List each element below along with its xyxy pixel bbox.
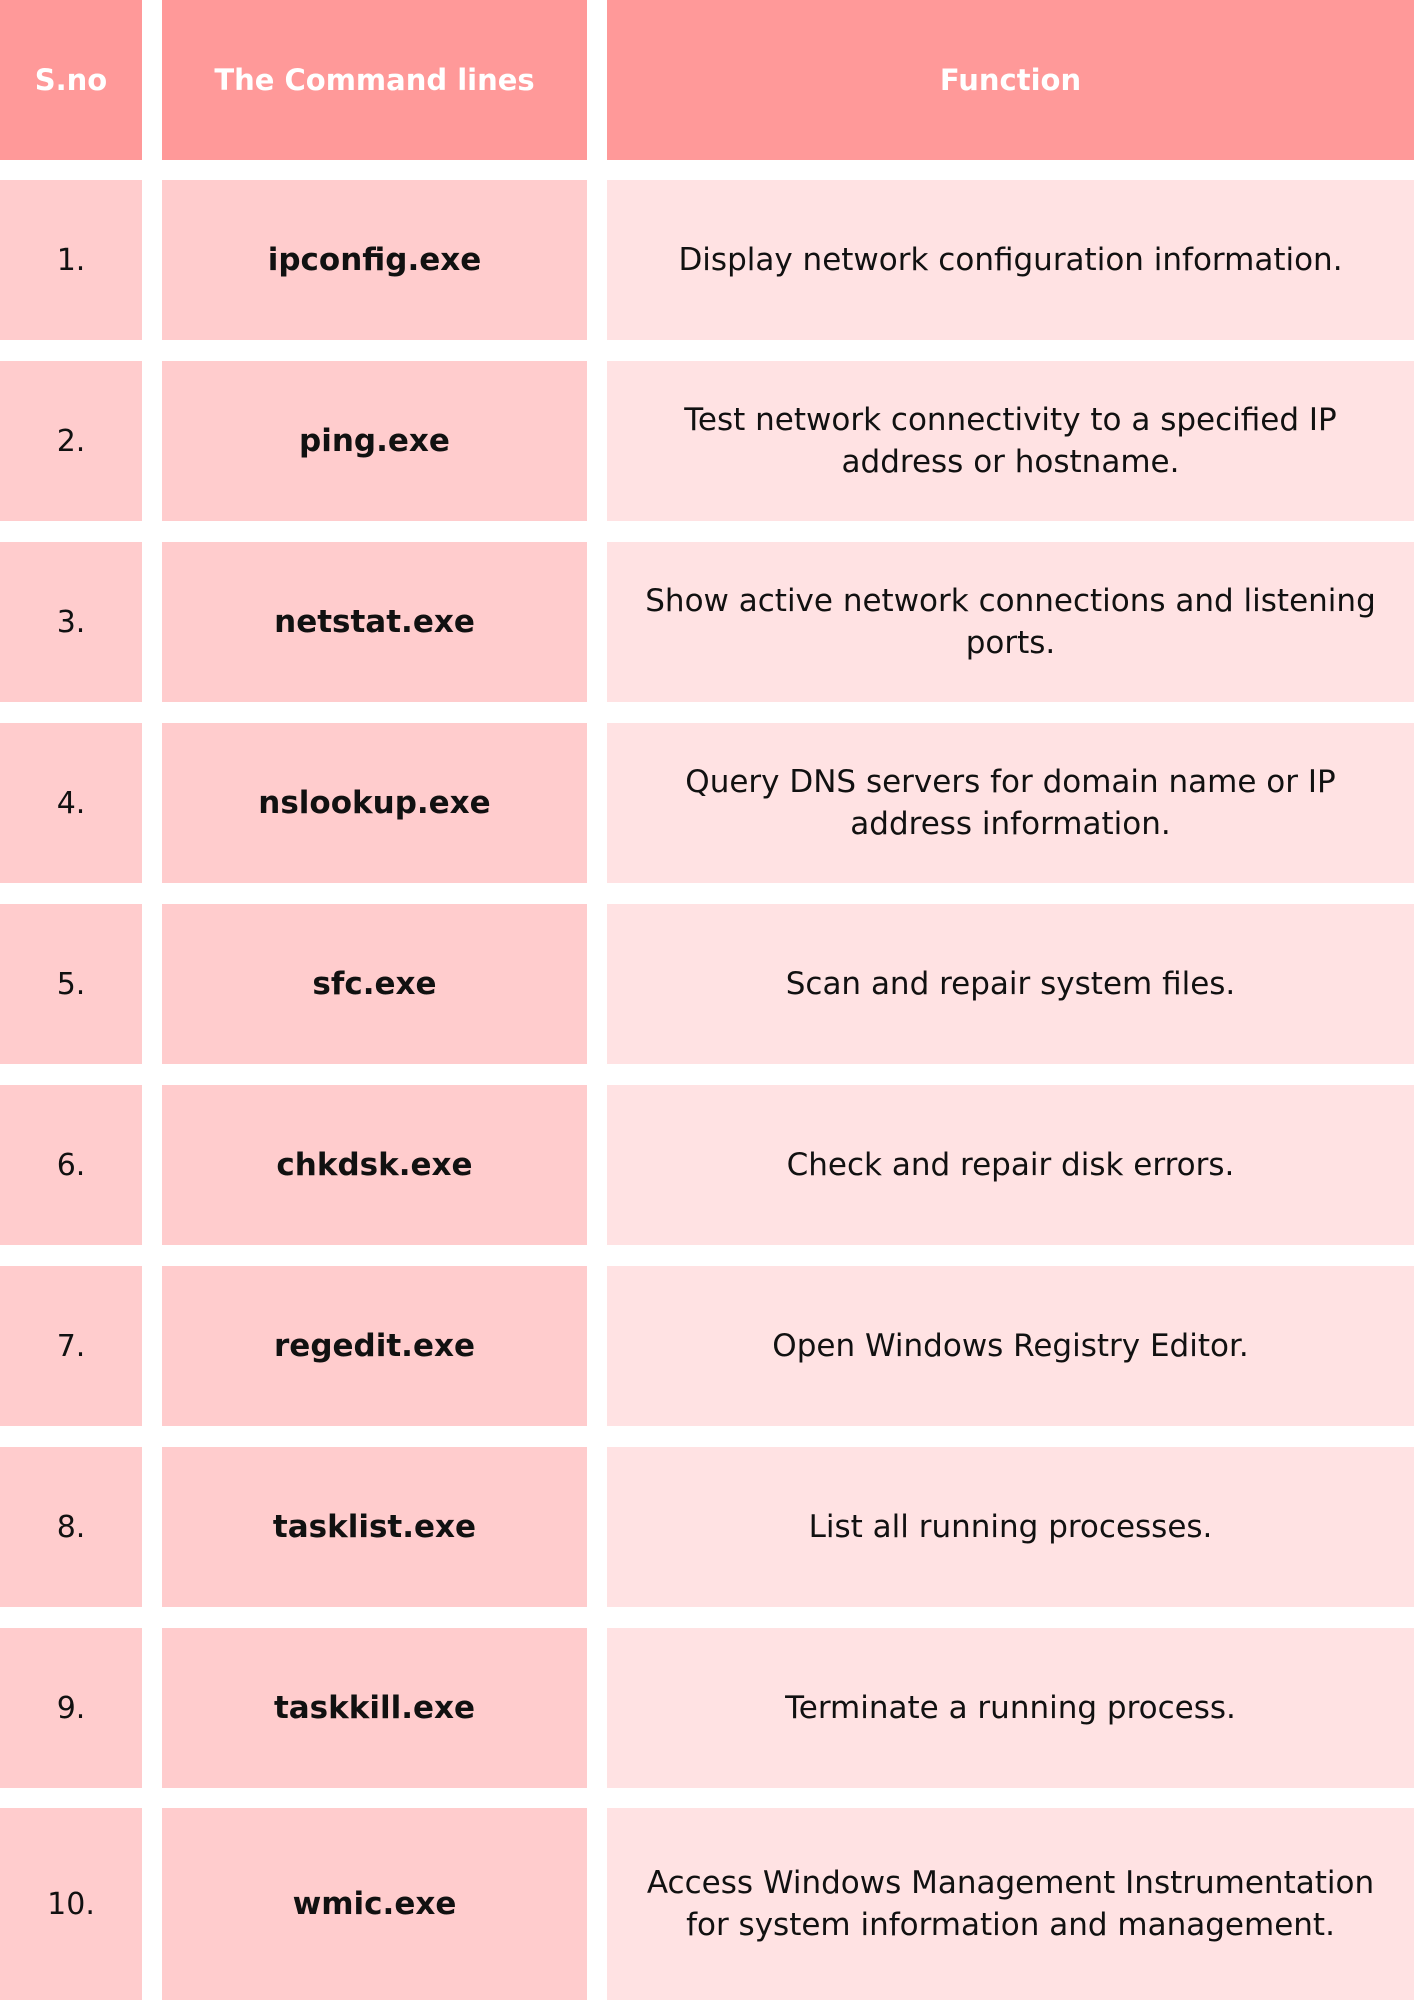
row-command: chkdsk.exe xyxy=(162,1085,587,1245)
header-sno: S.no xyxy=(0,0,142,160)
header-command: The Command lines xyxy=(162,0,587,160)
row-command: sfc.exe xyxy=(162,904,587,1064)
row-function: Test network connectivity to a specified IP address or hostname. xyxy=(607,361,1414,521)
row-function: List all running processes. xyxy=(607,1447,1414,1607)
table-row xyxy=(0,1628,1414,1788)
row-function: Open Windows Registry Editor. xyxy=(607,1266,1414,1426)
row-command: ipconfig.exe xyxy=(162,180,587,340)
row-function: Scan and repair system files. xyxy=(607,904,1414,1064)
row-command: netstat.exe xyxy=(162,542,587,702)
table-row xyxy=(0,180,1414,340)
row-command: wmic.exe xyxy=(162,1808,587,2000)
row-sno: 7. xyxy=(0,1266,142,1426)
table-row xyxy=(0,1808,1414,2000)
table-row xyxy=(0,542,1414,702)
table-row xyxy=(0,723,1414,883)
row-sno: 10. xyxy=(0,1808,142,2000)
table-row xyxy=(0,1447,1414,1607)
row-sno: 2. xyxy=(0,361,142,521)
row-sno: 1. xyxy=(0,180,142,340)
row-sno: 9. xyxy=(0,1628,142,1788)
header-function: Function xyxy=(607,0,1414,160)
table-row xyxy=(0,904,1414,1064)
row-function: Display network configuration information. xyxy=(607,180,1414,340)
table-row xyxy=(0,1085,1414,1245)
row-function: Show active network connections and listening ports. xyxy=(607,542,1414,702)
row-function: Query DNS servers for domain name or IP address information. xyxy=(607,723,1414,883)
row-sno: 6. xyxy=(0,1085,142,1245)
table-header xyxy=(0,0,1414,160)
row-command: nslookup.exe xyxy=(162,723,587,883)
row-function: Terminate a running process. xyxy=(607,1628,1414,1788)
row-sno: 4. xyxy=(0,723,142,883)
row-sno: 8. xyxy=(0,1447,142,1607)
row-command: regedit.exe xyxy=(162,1266,587,1426)
row-sno: 5. xyxy=(0,904,142,1064)
row-sno: 3. xyxy=(0,542,142,702)
row-command: tasklist.exe xyxy=(162,1447,587,1607)
row-function: Access Windows Management Instrumentation for system information and management. xyxy=(607,1808,1414,2000)
table-row xyxy=(0,361,1414,521)
table-row xyxy=(0,1266,1414,1426)
row-command: ping.exe xyxy=(162,361,587,521)
row-function: Check and repair disk errors. xyxy=(607,1085,1414,1245)
row-command: taskkill.exe xyxy=(162,1628,587,1788)
